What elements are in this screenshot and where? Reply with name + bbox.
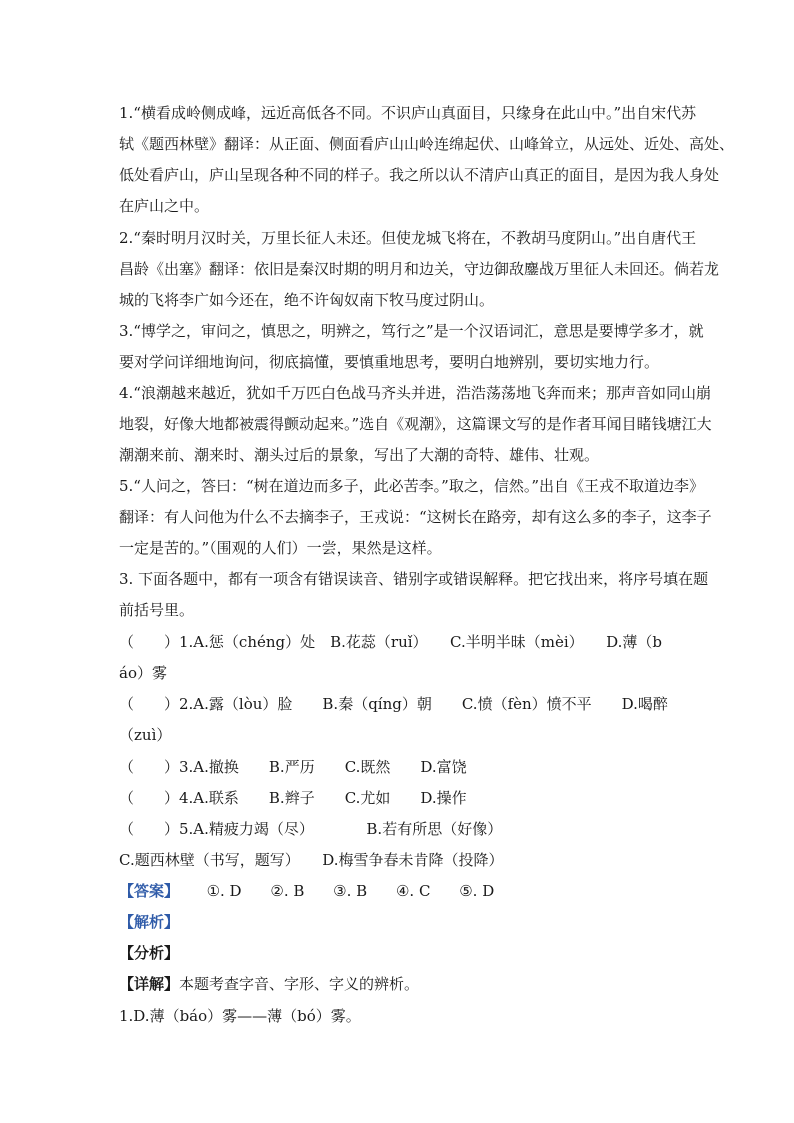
answer-value-2: ②. B bbox=[270, 882, 305, 900]
detail-point-1: 1.D.薄（báo）雾——薄（bó）雾。 bbox=[119, 1007, 361, 1025]
paragraph-1-line-3: 低处看庐山，庐山呈现各种不同的样子。我之所以认不清庐山真正的面目，是因为我人身处 bbox=[119, 166, 720, 184]
paragraph-3-line-1: 3.“博学之，审问之，慎思之，明辨之，笃行之”是一个汉语词汇，意思是要博学多才，就 bbox=[119, 322, 704, 340]
paragraph-2-line-2: 昌龄《出塞》翻译：依旧是秦汉时期的明月和边关，守边御敌鏖战万里征人未回还。倘若龙 bbox=[119, 260, 720, 278]
paragraph-5-line-2: 翻译：有人问他为什么不去摘李子，王戎说：“这树长在路旁，却有这么多的李子，这李子 bbox=[119, 508, 712, 526]
answer-value-4: ④. C bbox=[395, 882, 431, 900]
paragraph-2-line-1: 2.“秦时明月汉时关，万里长征人未还。但使龙城飞将在，不教胡马度阴山。”出自唐代王 bbox=[119, 229, 697, 247]
question-item-2-cont: （zuì） bbox=[119, 726, 172, 744]
answer-value-1: ①. D bbox=[206, 882, 242, 900]
question-item-4: （ ）4.A.联系 B.辫子 C.尤如 D.操作 bbox=[119, 789, 467, 807]
answer-label: 【答案】 bbox=[119, 882, 180, 900]
detail-text: 本题考查字音、字形、字义的辨析。 bbox=[179, 975, 420, 993]
detail-line bbox=[119, 973, 419, 995]
jiexi-label: 【解析】 bbox=[119, 913, 180, 931]
paragraph-1-line-2: 轼《题西林壁》翻译：从正面、侧面看庐山山岭连绵起伏、山峰耸立，从远处、近处、高处、 bbox=[119, 135, 735, 153]
fenxi-label: 【分析】 bbox=[119, 944, 180, 962]
question-stem-line-2: 前括号里。 bbox=[119, 601, 195, 619]
question-stem-line-1: 3. 下面各题中，都有一项含有错误读音、错别字或错误解释。把它找出来，将序号填在题 bbox=[119, 570, 709, 588]
answer-value-5: ⑤. D bbox=[459, 882, 495, 900]
question-item-5: （ ）5.A.精疲力竭（尽） B.若有所思（好像） bbox=[119, 820, 503, 838]
question-item-1: （ ）1.A.惩（chéng）处 B.花蕊（ruǐ） C.半明半昧（mèi） D.薄（b bbox=[119, 633, 663, 651]
paragraph-5-line-3: 一定是苦的。”（围观的人们）一尝，果然是这样。 bbox=[119, 539, 442, 557]
paragraph-5-line-1: 5.“人问之，答曰：“树在道边而多子，此必苦李。”取之，信然。”出自《王戎不取道边李》 bbox=[119, 477, 704, 495]
question-item-5-cont: C.题西林壁（书写，题写） D.梅雪争春未肯降（投降） bbox=[119, 851, 504, 869]
question-item-3: （ ）3.A.撤换 B.严历 C.既然 D.富饶 bbox=[119, 758, 467, 776]
paragraph-4-line-3: 潮潮来前、潮来时、潮头过后的景象，写出了大潮的奇特、雄伟、壮观。 bbox=[119, 446, 600, 464]
paragraph-4-line-1: 4.“浪潮越来越近，犹如千万匹白色战马齐头并进，浩浩荡荡地飞奔而来；那声音如同山崩 bbox=[119, 384, 711, 402]
answer-line bbox=[119, 880, 518, 902]
paragraph-4-line-2: 地裂，好像大地都被震得颤动起来。”选自《观潮》，这篇课文写的是作者耳闻目睹钱塘江大 bbox=[119, 415, 712, 433]
paragraph-3-line-2: 要对学问详细地询问，彻底搞懂，要慎重地思考，要明白地辨别，要切实地力行。 bbox=[119, 353, 660, 371]
question-item-2: （ ）2.A.露（lòu）脸 B.秦（qíng）朝 C.愤（fèn）愤不平 D.喝醉 bbox=[119, 695, 668, 713]
answer-value-3: ③. B bbox=[333, 882, 368, 900]
question-item-1-cont: áo）雾 bbox=[119, 664, 167, 682]
paragraph-1-line-4: 在庐山之中。 bbox=[119, 197, 210, 215]
paragraph-2-line-3: 城的飞将李广如今还在，绝不许匈奴南下牧马度过阴山。 bbox=[119, 291, 495, 309]
detail-label: 【详解】 bbox=[119, 975, 180, 993]
paragraph-1-line-1: 1.“横看成岭侧成峰，远近高低各不同。不识庐山真面目，只缘身在此山中。”出自宋代苏 bbox=[119, 104, 697, 122]
